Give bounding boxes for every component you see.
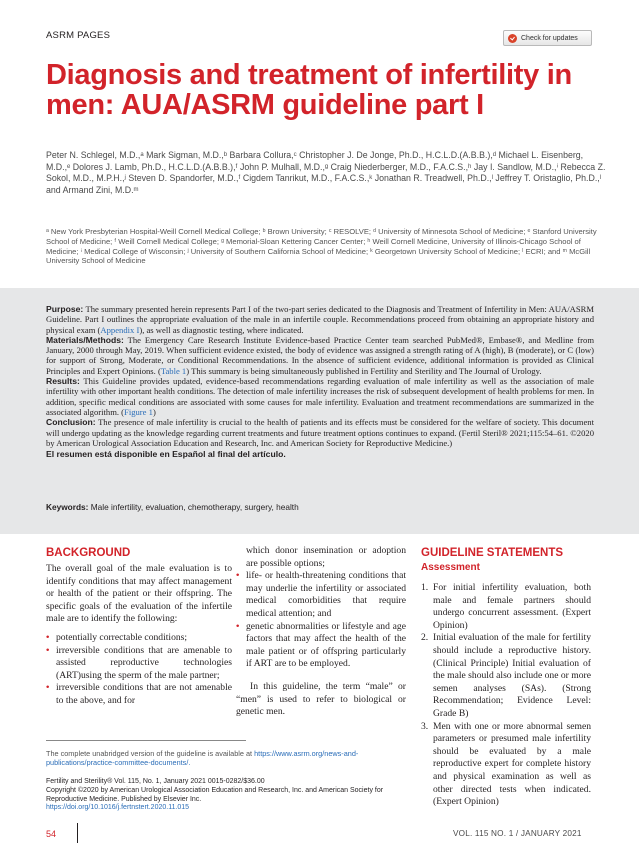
statement-text: Initial evaluation of the male for fertility should include a reproductive history. (Clinical Principle) Initial evaluation of the male should also include one or more semen analyses (SAs). (Strong Recommendation; Evidence Level: Grade B) <box>433 632 591 719</box>
author-list: Peter N. Schlegel, M.D.,ᵃ Mark Sigman, M.D.,ᵇ Barbara Collura,ᶜ Christopher J. De Jonge, Ph.D., H.C.L.D.(A.B.B.),ᵈ Michael L. Eisenberg, M.D.,ᵉ Dolores J. Lamb, Ph.D., H.C.L.D.(A.B.B.),ᶠ John P. Mulhall, M.D.,ᵍ Craig Niederberger, M.D., F.A.C.S.,ʰ Jay I. Sandlow, M.D.,ⁱ Rebecca Z. Sokol, M.D., M.P.H.,ʲ Steven D. Spandorfer, M.D.,ᶠ Cigdem Tanrikut, M.D., F.A.C.S.,ᵏ Jonathan R. Treadwell, Ph.D.,ˡ Jeffrey T. Oristaglio, Ph.D.,ˡ and Armand Zini, M.D.ᵐ <box>46 150 606 195</box>
conclusion-label: Conclusion: <box>46 417 96 428</box>
footnote-text: The complete unabridged version of the guideline is available at <box>46 749 253 758</box>
article-title: Diagnosis and treatment of infertility in men: AUA/ASRM guideline part I <box>46 59 572 121</box>
check-for-updates-label: Check for updates <box>521 34 578 42</box>
checkmark-icon <box>508 34 517 43</box>
keywords-text: Male infertility, evaluation, chemotherapy, surgery, health <box>90 502 299 512</box>
list-item: • irreversible conditions that are not amenable to the above, and for <box>46 682 232 707</box>
purpose-label: Purpose: <box>46 304 84 314</box>
results-text-end: ) <box>152 406 156 417</box>
publication-info <box>46 778 406 813</box>
journal-citation: Fertility and Sterility® Vol. 115, No. 1, January 2021 0015-0282/$36.00 <box>46 778 265 785</box>
statement-item <box>421 582 591 632</box>
statement-item <box>421 721 591 809</box>
page-number: 54 <box>46 829 57 839</box>
results-text: This Guideline provides updated, evidence-based recommendations regarding evaluation of male infertility as well as the association of male infertility with other important health conditions. The detection of male infertility increases the risk of subsequent development of health problems for men. In addition, specific medical conditions are associated with some causes for male infertility. Evaluation and treatment recommendations are summarized in the associated algorithm. ( <box>46 376 594 417</box>
statement-number: 1. <box>421 582 429 593</box>
page-divider <box>77 823 78 843</box>
affiliations: ᵃ New York Presbyterian Hospital-Weill Cornell Medical College; ᵇ Brown University; ᶜ RESOLVE; ᵈ University of Minnesota School of Medicine; ᵉ Stanford University School of Medicine; ᶠ Weill Cornell Medical College; ᵍ Memorial-Sloan Kettering Cancer Center; ʰ Weill Cornell Medicine, University of Illinois-Chicago School of Medicine; ⁱ Medical College of Wisconsin; ʲ University of Southern California School of Medicine; ᵏ Georgetown University School of Medicine; ˡ ECRI; and ᵐ McGill University School of Medicine <box>46 227 597 266</box>
statement-list <box>421 582 591 809</box>
results-label: Results: <box>46 376 80 387</box>
list-item: • genetic abnormalities or lifestyle and age factors that may affect the health of the male patient or of offspring particularly if ART are to be employed. <box>236 621 406 671</box>
background-column-2 <box>236 545 406 719</box>
methods-text-end: ) This summary is being simultaneously published in Fertility and Sterility and The Journal of Urology. <box>186 365 542 376</box>
footnote <box>46 749 406 768</box>
section-label: ASRM PAGES <box>46 30 111 41</box>
check-for-updates-button[interactable] <box>503 30 592 46</box>
guideline-statements-heading: GUIDELINE STATEMENTS <box>421 547 564 559</box>
abstract-conclusion <box>46 417 594 448</box>
footnote-link[interactable]: https://www.asrm.org/news-and-publications/practice-committee-documents/. <box>46 749 359 768</box>
table-link[interactable]: Table 1 <box>160 365 187 376</box>
methods-text: The Emergency Care Research Institute Evidence-based Practice Center team searched PubMed®, Embase®, and Medline from January, 2000 through May, 2019. When sufficient evidence existed, the body of evidence was assigned a strength rating of A (high), B (moderate), or C (low) for support of Strong, Moderate, or Conditional Recommendations. In the absence of sufficient evidence, additional information is provided as Clinical Principles and Expert Opinions. ( <box>46 334 594 376</box>
methods-label: Materials/Methods: <box>46 334 124 345</box>
purpose-text: The summary presented herein represents Part I of the two-part series dedicated to the Diagnosis and Treatment of Infertility in Men: AUA/ASRM Guideline. Part I outlines the appropriate evaluation of the male in an infertile couple. Recommendations proceed from obtaining an appropriate history and physical exam ( <box>46 304 594 335</box>
doi-link[interactable]: https://doi.org/10.1016/j.fertnstert.2020.11.015 <box>46 804 190 812</box>
background-list-2 <box>236 570 406 671</box>
list-item: • potentially correctable conditions; <box>46 632 232 645</box>
keywords <box>46 502 594 512</box>
background-heading: BACKGROUND <box>46 547 131 559</box>
statement-text: Men with one or more abnormal semen parameters or presumed male infertility should be evaluated by a male reproductive expert for complete history and physical examination as well as other directed tests when indicated. (Expert Opinion) <box>433 720 591 808</box>
figure-link[interactable]: Figure 1 <box>124 406 153 417</box>
list-item: • life- or health-threatening conditions that may underlie the infertility or associated medical comorbidities that require medical attention; and <box>236 570 406 620</box>
footnote-rule <box>46 740 246 741</box>
abstract-results <box>46 376 594 417</box>
continuation-text: which donor insemination or adoption are possible options; <box>246 545 406 569</box>
background-column <box>46 563 232 708</box>
statement-number: 3. <box>421 720 429 732</box>
statement-item <box>421 632 591 720</box>
conclusion-text: The presence of male infertility is crucial to the health of patients and its effects must be considered for the welfare of society. This document will undergo updating as the knowledge regarding current treatments and future treatment options continues to expand. (Fertil Steril® 2021;115:54–61. ©2020 by American Urological Association Education and Research, Inc. and American Society for Reproductive Medicine.) <box>46 417 594 448</box>
abstract-purpose <box>46 304 594 335</box>
abstract-methods <box>46 335 594 376</box>
purpose-text-end: ), as well as diagnostic testing, where indicated. <box>139 324 304 335</box>
abstract <box>46 304 594 459</box>
statement-text: For initial infertility evaluation, both male and female partners should undergo concurrent assessment. (Expert Opinion) <box>433 582 591 631</box>
terminology-paragraph: In this guideline, the term “male” or “men” is used to refer to biological or genetic men. <box>236 680 406 718</box>
spanish-note: El resumen está disponible en Español al final del artículo. <box>46 449 286 460</box>
guideline-statements <box>421 582 591 809</box>
volume-info: VOL. 115 NO. 1 / JANUARY 2021 <box>453 829 582 838</box>
list-item: • irreversible conditions that are amenable to assisted reproductive technologies (ART)using the sperm of the male partner; <box>46 645 232 683</box>
appendix-link[interactable]: Appendix I <box>100 324 140 335</box>
copyright-notice: Copyright ©2020 by American Urological Association Education and Research, Inc. and American Society for Reproductive Medicine. Published by Elsevier Inc. <box>46 786 384 803</box>
keywords-label: Keywords: <box>46 502 89 512</box>
assessment-subheading: Assessment <box>421 562 480 573</box>
background-intro: The overall goal of the male evaluation is to identify conditions that may affect management or health of the patient or their offspring. The specific goals of the evaluation of the infertile male are to identify the following: <box>46 563 232 625</box>
background-list <box>46 632 232 708</box>
statement-number: 2. <box>421 632 429 644</box>
